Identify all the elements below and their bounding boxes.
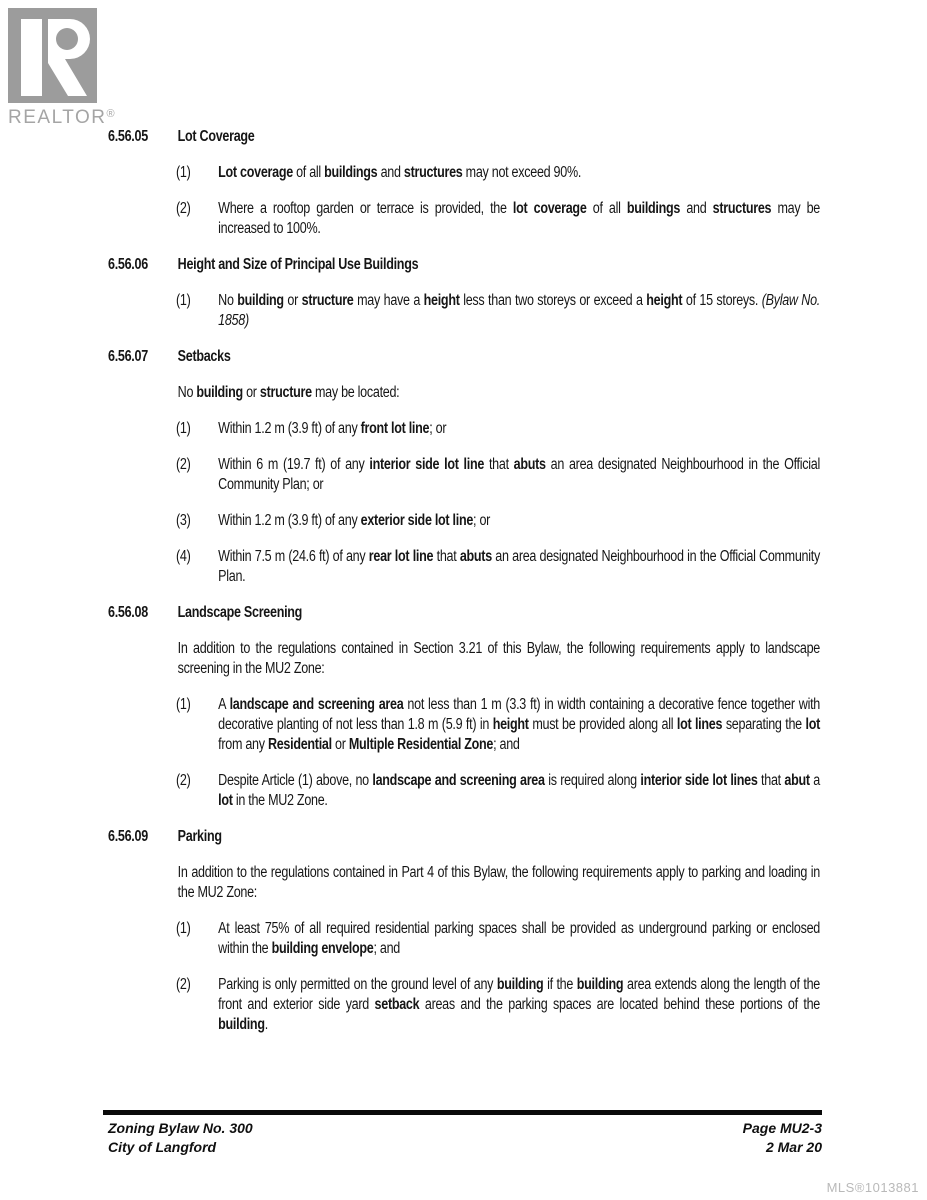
text-segment: height — [492, 716, 529, 733]
text-segment: interior side lot line — [369, 456, 485, 473]
list-item — [176, 547, 820, 587]
text-segment: landscape and screening area — [229, 696, 404, 713]
text-segment: structures — [403, 164, 463, 181]
section-number: 6.56.06 — [108, 256, 148, 273]
footer-page-number: Page MU2-3 — [742, 1120, 822, 1136]
text-segment: In addition to the regulations contained in Part 4 of this Bylaw, the following requirements apply to parking and loading in the MU2 Zone: — [177, 864, 820, 901]
list-item — [176, 975, 820, 1035]
text-segment: buildings — [324, 164, 378, 181]
text-segment: abuts — [513, 456, 546, 473]
list-item — [176, 419, 820, 439]
text-segment: is required along — [544, 772, 641, 789]
text-segment: that — [757, 772, 785, 789]
text-segment: Lot coverage — [218, 164, 293, 181]
text-segment: Multiple Residential Zone — [348, 736, 494, 753]
bylaw-section — [108, 603, 820, 811]
footer-doc-title: Zoning Bylaw No. 300 — [108, 1120, 253, 1136]
mls-watermark: MLS®1013881 — [826, 1180, 919, 1195]
section-paragraph — [178, 863, 820, 903]
section-number: 6.56.07 — [108, 348, 148, 365]
text-segment: height — [646, 292, 683, 309]
bylaw-content — [108, 127, 820, 1051]
list-item — [176, 771, 820, 811]
text-segment: may be located: — [311, 384, 400, 401]
text-segment: lot — [805, 716, 820, 733]
item-text — [218, 455, 820, 495]
bylaw-section — [108, 127, 820, 239]
text-segment: setback — [374, 996, 420, 1013]
text-segment: or — [242, 384, 260, 401]
text-segment: and — [377, 164, 404, 181]
section-number: 6.56.09 — [108, 828, 148, 845]
text-segment: No — [177, 384, 197, 401]
text-segment: Residential — [267, 736, 332, 753]
text-segment: A — [218, 696, 230, 713]
list-item — [176, 199, 820, 239]
text-segment: areas and the parking spaces are located behind these portions of the — [419, 996, 820, 1013]
list-item — [176, 455, 820, 495]
item-label: (2) — [176, 200, 191, 217]
section-heading — [108, 255, 820, 275]
text-segment: an area designated Neighbourhood in the Official Community Plan. — [218, 548, 820, 585]
text-segment: ; and — [373, 940, 401, 957]
text-segment: Within 6 m (19.7 ft) of any — [218, 456, 370, 473]
item-label: (1) — [176, 920, 191, 937]
text-segment: or — [283, 292, 302, 309]
item-text — [218, 547, 820, 587]
text-segment: ; or — [429, 420, 447, 437]
text-segment: not less than 1 m (3.3 ft) in width containing a decorative fence together with decorative planting of not less than 1.8 m (5.9 ft) in — [218, 696, 820, 733]
footer-date: 2 Mar 20 — [765, 1139, 822, 1155]
text-segment: of 15 storeys. — [682, 292, 762, 309]
text-segment: . — [264, 1016, 268, 1033]
text-segment: may be increased to 100%. — [218, 200, 820, 237]
text-segment: (Bylaw No. 1858) — [218, 292, 820, 329]
text-segment: ; or — [473, 512, 491, 529]
text-segment: building — [237, 292, 284, 309]
section-paragraph — [178, 383, 820, 403]
item-text — [218, 511, 820, 531]
text-segment: interior side lot lines — [640, 772, 758, 789]
text-segment: building — [196, 384, 243, 401]
text-segment: abut — [784, 772, 810, 789]
section-heading — [108, 127, 820, 147]
realtor-wordmark-text: REALTOR — [8, 107, 107, 128]
text-segment: landscape and screening area — [372, 772, 545, 789]
text-segment: Within 1.2 m (3.9 ft) of any — [218, 420, 361, 437]
text-segment: an area designated Neighbourhood in the Official Community Plan; or — [218, 456, 820, 493]
text-segment: that — [433, 548, 460, 565]
item-label: (1) — [176, 696, 191, 713]
item-label: (1) — [176, 164, 191, 181]
text-segment: that — [484, 456, 514, 473]
text-segment: exterior side lot line — [360, 512, 474, 529]
list-item — [176, 511, 820, 531]
text-segment: No — [218, 292, 238, 309]
text-segment: height — [423, 292, 460, 309]
text-segment: structure — [259, 384, 312, 401]
list-item — [176, 291, 820, 331]
realtor-logo-icon — [8, 8, 97, 103]
text-segment: building envelope — [271, 940, 374, 957]
text-segment: Despite Article (1) above, no — [218, 772, 373, 789]
footer — [108, 1119, 822, 1157]
text-segment: in the MU2 Zone. — [232, 792, 328, 809]
text-segment: or — [331, 736, 349, 753]
item-text — [218, 771, 820, 811]
text-segment: lot — [218, 792, 233, 809]
item-label: (2) — [176, 772, 191, 789]
text-segment: structures — [712, 200, 772, 217]
section-number: 6.56.08 — [108, 604, 148, 621]
footer-left — [108, 1119, 253, 1157]
section-number: 6.56.05 — [108, 128, 148, 145]
text-segment: separating the — [722, 716, 806, 733]
text-segment: rear lot line — [368, 548, 434, 565]
item-label: (1) — [176, 292, 191, 309]
text-segment: less than two storeys or exceed a — [459, 292, 647, 309]
text-segment: Where a rooftop garden or terrace is provided, the — [218, 200, 513, 217]
text-segment: from any — [218, 736, 268, 753]
text-segment: and — [680, 200, 713, 217]
section-heading — [108, 827, 820, 847]
registered-trademark-symbol: ® — [106, 108, 115, 120]
text-segment: Within 7.5 m (24.6 ft) of any — [218, 548, 369, 565]
text-segment: may have a — [353, 292, 424, 309]
footer-right — [743, 1119, 822, 1157]
text-segment: if the — [543, 976, 577, 993]
item-label: (3) — [176, 512, 191, 529]
section-title: Height and Size of Principal Use Buildings — [177, 256, 419, 273]
bylaw-section — [108, 347, 820, 587]
text-segment: Within 1.2 m (3.9 ft) of any — [218, 512, 361, 529]
section-heading — [108, 347, 820, 367]
bylaw-section — [108, 255, 820, 331]
text-segment: lot lines — [676, 716, 723, 733]
item-text — [218, 419, 820, 439]
item-text — [218, 695, 820, 755]
footer-rule — [103, 1110, 822, 1115]
text-segment: lot coverage — [512, 200, 587, 217]
text-segment: may not exceed 90%. — [462, 164, 582, 181]
text-segment: building — [576, 976, 624, 993]
item-label: (4) — [176, 548, 191, 565]
text-segment: of all — [292, 164, 325, 181]
text-segment: abuts — [459, 548, 492, 565]
list-item — [176, 695, 820, 755]
section-paragraph — [178, 639, 820, 679]
realtor-logo — [8, 8, 128, 127]
item-label: (1) — [176, 420, 191, 437]
list-item — [176, 919, 820, 959]
item-text — [218, 163, 820, 183]
item-label: (2) — [176, 456, 191, 473]
text-segment: At least 75% of all required residential parking spaces shall be provided as underground parking or enclosed within the — [218, 920, 820, 957]
text-segment: buildings — [626, 200, 681, 217]
text-segment: a — [809, 772, 820, 789]
text-segment: area extends along the length of the front and exterior side yard — [218, 976, 820, 1013]
text-segment: of all — [586, 200, 627, 217]
section-title: Parking — [177, 828, 222, 845]
text-segment: In addition to the regulations contained in Section 3.21 of this Bylaw, the following requirements apply to landscape screening in the MU2 Zone: — [177, 640, 820, 677]
list-item — [176, 163, 820, 183]
text-segment: structure — [301, 292, 354, 309]
item-text — [218, 199, 820, 239]
section-heading — [108, 603, 820, 623]
section-title: Setbacks — [177, 348, 231, 365]
item-text — [218, 975, 820, 1035]
text-segment: building — [496, 976, 544, 993]
text-segment: must be provided along all — [528, 716, 677, 733]
text-segment: ; and — [493, 736, 520, 753]
item-text — [218, 919, 820, 959]
text-segment: Parking is only permitted on the ground level of any — [218, 976, 497, 993]
text-segment: front lot line — [360, 420, 430, 437]
realtor-wordmark — [8, 105, 128, 127]
bylaw-section — [108, 827, 820, 1035]
section-title: Lot Coverage — [177, 128, 255, 145]
footer-municipality: City of Langford — [108, 1139, 217, 1155]
text-segment: building — [218, 1016, 265, 1033]
item-text — [218, 291, 820, 331]
section-title: Landscape Screening — [177, 604, 303, 621]
item-label: (2) — [176, 976, 191, 993]
